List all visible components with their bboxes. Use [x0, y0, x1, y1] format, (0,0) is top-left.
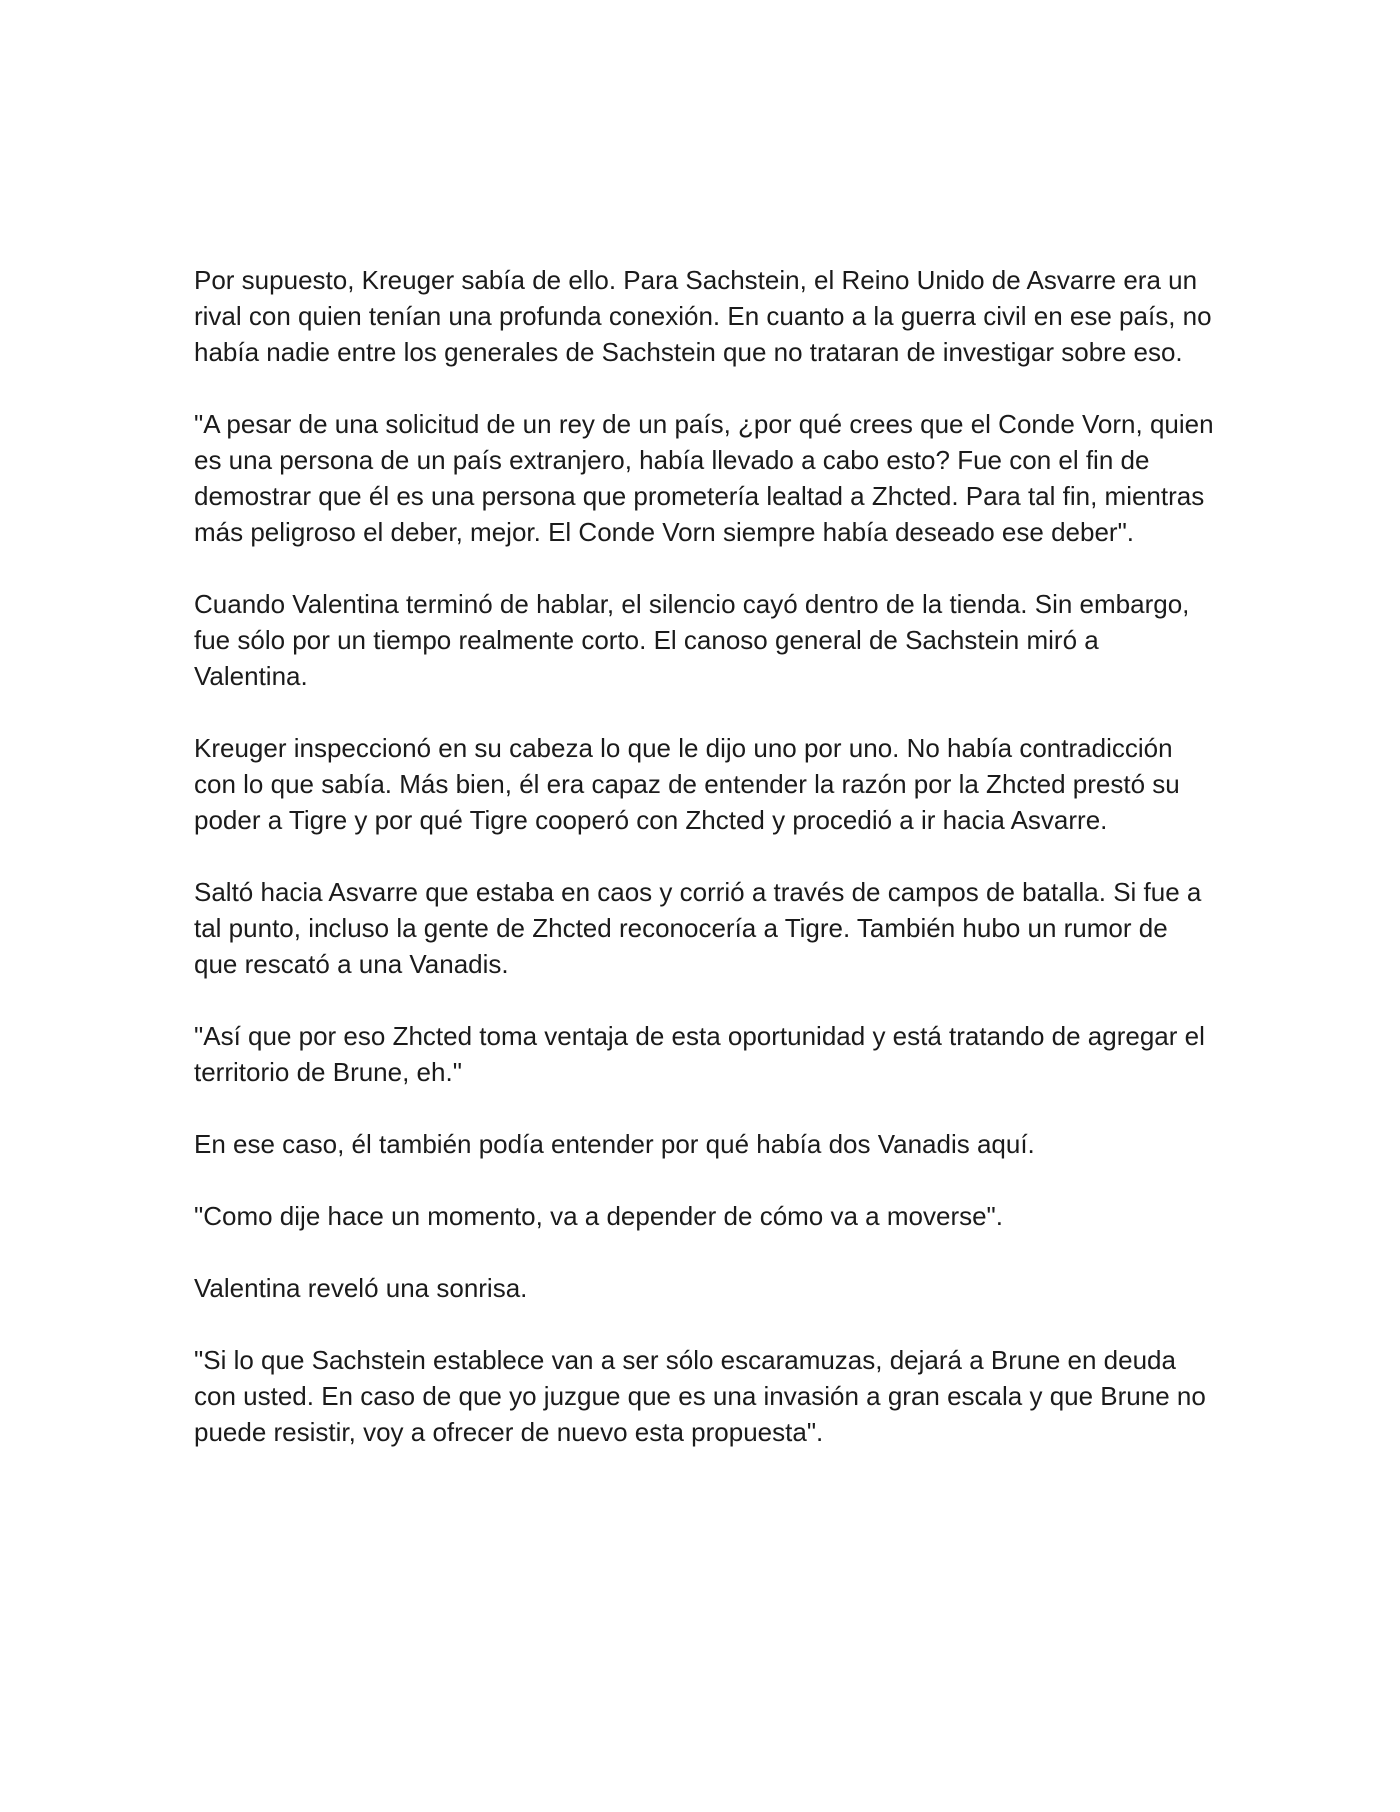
paragraph-1: Por supuesto, Kreuger sabía de ello. Para Sachstein, el Reino Unido de Asvarre era un rival con quien tenían una profunda conexión. En cuanto a la guerra civil en ese país, no había nadie entre los generales de Sachstein que no trataran de investigar sobre eso. — [194, 265, 1212, 367]
paragraph-9: Valentina reveló una sonrisa. — [194, 1273, 528, 1303]
paragraph-3: Cuando Valentina terminó de hablar, el silencio cayó dentro de la tienda. Sin embargo, fue sólo por un tiempo realmente corto. El canoso general de Sachstein miró a Valentina. — [194, 589, 1190, 691]
paragraph-10: "Si lo que Sachstein establece van a ser sólo escaramuzas, dejará a Brune en deuda con usted. En caso de que yo juzgue que es una invasión a gran escala y que Brune no puede resistir, voy a ofrecer de nuevo esta propuesta". — [194, 1345, 1206, 1447]
paragraph-7: En ese caso, él también podía entender por qué había dos Vanadis aquí. — [194, 1129, 1035, 1159]
paragraph-4: Kreuger inspeccionó en su cabeza lo que le dijo uno por uno. No había contradicción con lo que sabía. Más bien, él era capaz de entender la razón por la Zhcted prestó su poder a Tigre y por qué Tigre cooperó con Zhcted y procedió a ir hacia Asvarre. — [194, 733, 1180, 835]
paragraph-8: "Como dije hace un momento, va a depender de cómo va a moverse". — [194, 1201, 1004, 1231]
document-body — [194, 262, 1214, 1450]
paragraph-6: "Así que por eso Zhcted toma ventaja de esta oportunidad y está tratando de agregar el territorio de Brune, eh." — [194, 1021, 1205, 1087]
paragraph-5: Saltó hacia Asvarre que estaba en caos y corrió a través de campos de batalla. Si fue a tal punto, incluso la gente de Zhcted reconocería a Tigre. También hubo un rumor de que rescató a una Vanadis. — [194, 877, 1202, 979]
paragraph-2: "A pesar de una solicitud de un rey de un país, ¿por qué crees que el Conde Vorn, quien es una persona de un país extranjero, había llevado a cabo esto? Fue con el fin de demostrar que él es una persona que prometería lealtad a Zhcted. Para tal fin, mientras más peligroso el deber, mejor. El Conde Vorn siempre había deseado ese deber". — [194, 409, 1214, 547]
